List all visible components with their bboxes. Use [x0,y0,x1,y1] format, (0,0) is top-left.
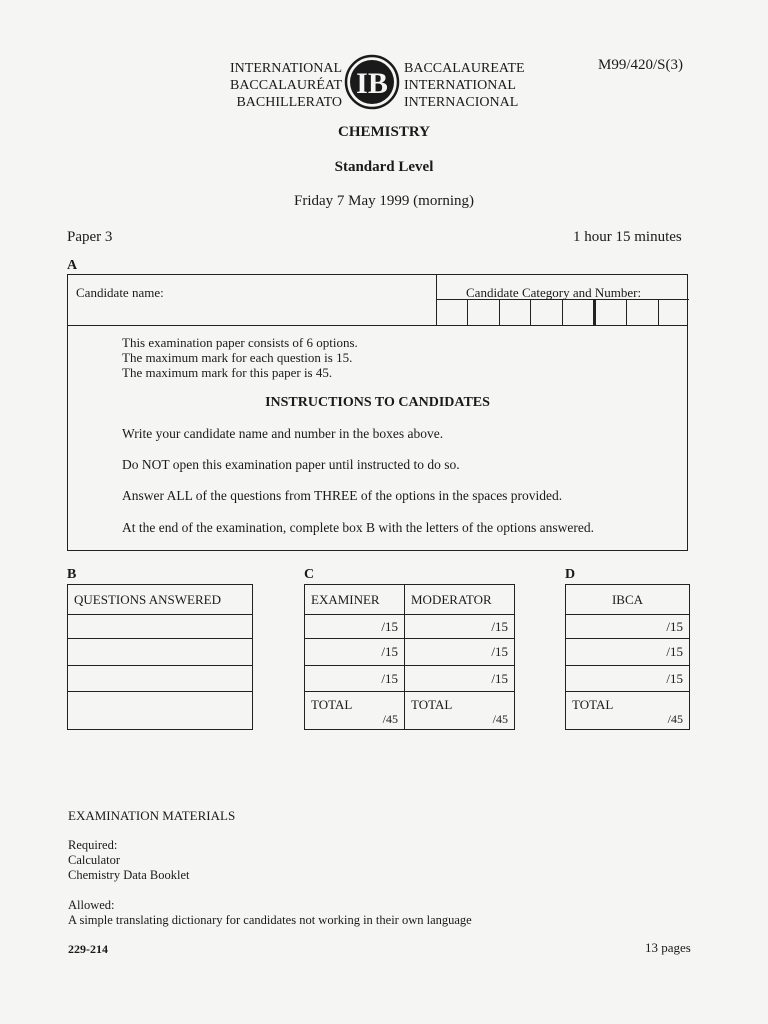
number-digit-box[interactable] [500,300,531,326]
moderator-mark[interactable]: /15 [405,666,515,692]
instruction-line: Write your candidate name and number in the boxes above. [122,426,444,441]
paper-code: M99/420/S(3) [598,57,684,73]
candidate-name-label: Candidate name: [76,285,164,300]
total-label: TOTAL [572,697,614,712]
header-line: INTERNACIONAL [404,95,519,110]
total-label: TOTAL [311,697,353,712]
number-digit-box[interactable] [659,300,689,326]
allowed-label: Allowed: [68,898,115,912]
moderator-total[interactable] [405,692,515,730]
candidate-number-boxes [437,299,689,326]
required-item: Chemistry Data Booklet [68,868,190,882]
level-title: Standard Level [334,159,434,175]
instruction-line: Do NOT open this examination paper until instructed to do so. [122,457,460,472]
number-digit-box[interactable] [563,300,594,326]
examiner-mark[interactable]: /15 [305,615,405,639]
info-line: This examination paper consists of 6 options. [122,335,358,350]
candidate-name-field[interactable] [68,275,437,325]
ibca-mark[interactable]: /15 [566,666,690,692]
number-digit-box[interactable] [627,300,658,326]
header-line: BACCALAUREATE [404,61,525,76]
answer-cell[interactable] [68,615,253,639]
questions-answered-table [67,584,253,730]
header-line: BACHILLERATO [236,95,342,110]
total-label: TOTAL [411,697,453,712]
header-left-names [170,60,342,111]
questions-answered-header: QUESTIONS ANSWERED [68,585,253,615]
moderator-mark[interactable]: /15 [405,615,515,639]
box-b-label: B [67,567,77,582]
answer-cell[interactable] [68,666,253,692]
answer-cell[interactable] [68,692,253,730]
ibca-header: IBCA [566,585,690,615]
box-a-label: A [67,258,78,273]
allowed-materials [68,898,472,928]
total-mark: /45 [382,712,398,726]
header-line: INTERNATIONAL [230,61,342,76]
required-materials [68,838,190,883]
number-digit-box[interactable] [437,300,468,326]
examiner-mark[interactable]: /15 [305,666,405,692]
answer-cell[interactable] [68,639,253,666]
examiner-mark[interactable]: /15 [305,639,405,666]
instruction-line: At the end of the examination, complete box B with the letters of the options answered. [122,520,595,535]
paper-info [122,335,358,380]
paper-number: Paper 3 [67,229,113,245]
moderator-header: MODERATOR [405,585,515,615]
examiner-total[interactable] [305,692,405,730]
allowed-item: A simple translating dictionary for candidates not working in their own language [68,913,472,927]
ibca-table [565,584,690,730]
number-digit-box[interactable] [594,300,627,326]
info-line: The maximum mark for each question is 15. [122,350,353,365]
box-a [67,274,688,551]
moderator-mark[interactable]: /15 [405,639,515,666]
number-digit-box[interactable] [531,300,562,326]
ibca-mark[interactable]: /15 [566,615,690,639]
number-digit-box[interactable] [468,300,499,326]
box-c-label: C [304,567,315,582]
examiner-header: EXAMINER [305,585,405,615]
subject-title: CHEMISTRY [338,124,430,140]
examiner-table [304,584,515,730]
document-reference: 229-214 [68,942,108,956]
required-label: Required: [68,838,118,852]
header-line: INTERNATIONAL [404,78,516,93]
instruction-line: Answer ALL of the questions from THREE of the options in the spaces provided. [122,488,563,503]
info-line: The maximum mark for this paper is 45. [122,365,333,380]
header-right-names [404,60,604,111]
ibca-total[interactable] [566,692,690,730]
materials-title: EXAMINATION MATERIALS [68,808,236,823]
exam-date: Friday 7 May 1999 (morning) [294,193,474,209]
exam-duration: 1 hour 15 minutes [573,229,682,245]
ib-logo-icon [344,54,400,110]
total-mark: /45 [667,712,683,726]
instructions-title: INSTRUCTIONS TO CANDIDATES [265,395,490,410]
page-count: 13 pages [645,940,691,955]
candidate-category-label: Candidate Category and Number: [466,285,642,300]
logo-text: IB [356,67,388,100]
total-mark: /45 [492,712,508,726]
box-d-label: D [565,567,576,582]
required-item: Calculator [68,853,121,867]
header-line: BACCALAURÉAT [229,78,342,93]
ibca-mark[interactable]: /15 [566,639,690,666]
